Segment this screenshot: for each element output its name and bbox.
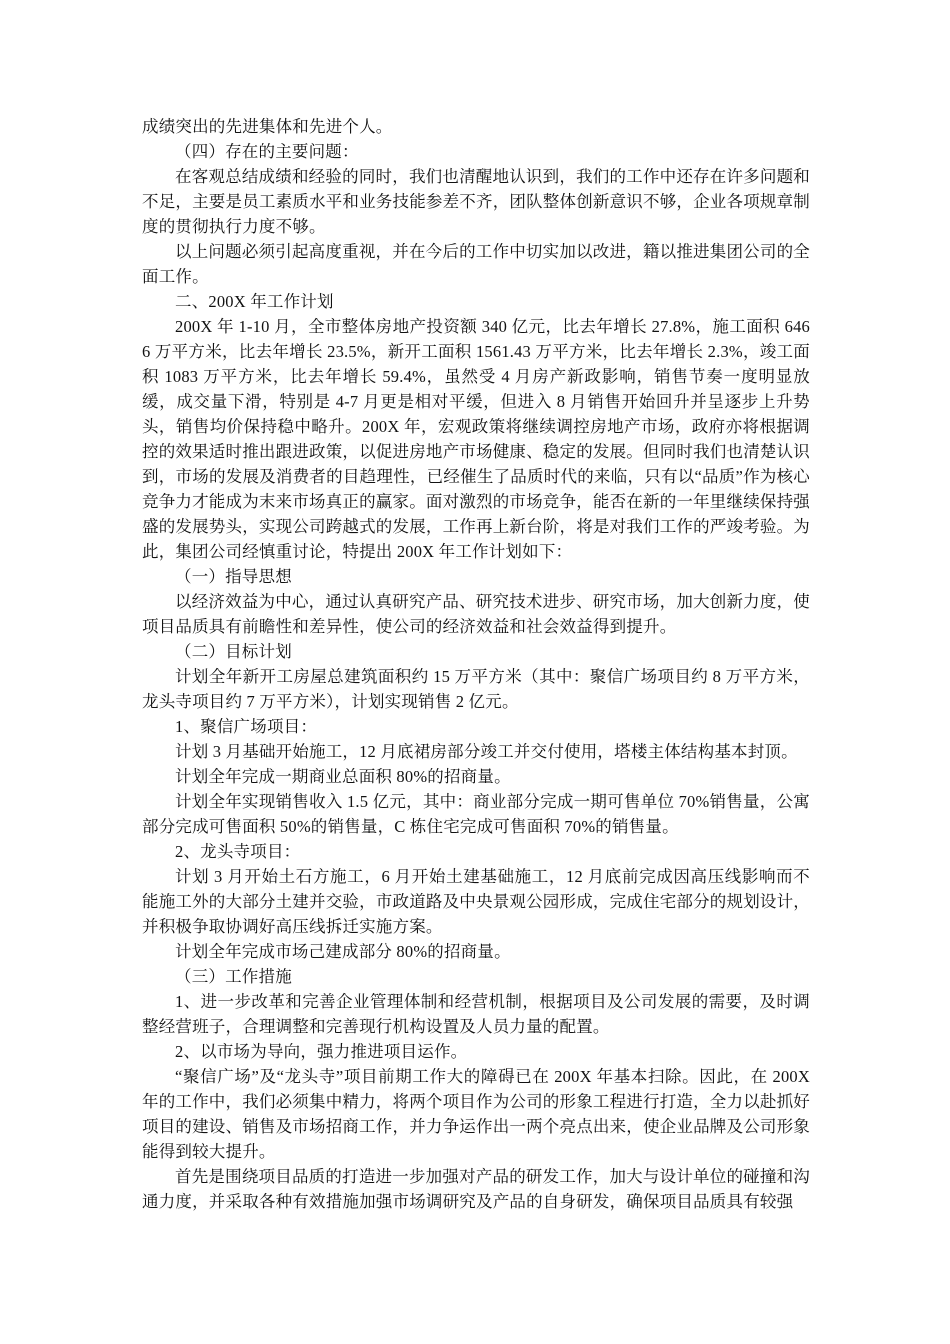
section-heading: 2、龙头寺项目：	[175, 842, 301, 861]
section-heading: 二、200X 年工作计划	[175, 292, 334, 311]
section-heading: （二）目标计划	[175, 642, 292, 661]
paragraph: 200X 年 1-10 月，全市整体房地产投资额 340 亿元，比去年增长 27.8%，施工面积 6466 万平方米，比去年增长 23.5%，新开工面积 1561.43 万平方米，比去年增长 2.3%，竣工面积 1083 万平方米，比去年增长 59.4%，虽然受 4 月房产新政影响，销售节奏一度明显放缓，成交量下滑，特别是 4-7 月更是相对平缓，但进入 8 月销售开始回升并呈逐步上升势头，销售均价保持稳中略升。200X 年，宏观政策将继续调控房地产市场，政府亦将根据调控的效果适时推出跟进政策，以促进房地产市场健康、稳定的发展。但同时我们也清楚认识到，市场的发展及消费者的目趋理性，已经催生了品质时代的来临，只有以“品质”作为核心竞争力才能成为末来市场真正的赢家。面对激烈的市场竞争，能否在新的一年里继续保持强盛的发展势头，实现公司跨越式的发展，工作再上新台阶，将是对我们工作的严竣考验。为此，集团公司经慎重讨论，特提出 200X 年工作计划如下：	[142, 317, 810, 561]
paragraph: 1、进一步改革和完善企业管理体制和经营机制，根据项目及公司发展的需要，及时调整经营班子，合理调整和完善现行机构设置及人员力量的配置。	[142, 992, 810, 1036]
paragraph: 计划 3 月开始土石方施工，6 月开始土建基础施工，12 月底前完成因高压线影响而不能施工外的大部分土建并交验，市政道路及中央景观公园形成，完成住宅部分的规划设计，并积极争取协调好高压线拆迁实施方案。	[142, 867, 810, 936]
paragraph: “聚信广场”及“龙头寺”项目前期工作大的障碍已在 200X 年基本扫除。因此，在 200X 年的工作中，我们必须集中精力，将两个项目作为公司的形象工程进行打造，全力以赴抓好项目的建设、销售及市场招商工作，并力争运作出一两个亮点出来，使企业品牌及公司形象能得到较大提升。	[142, 1067, 810, 1161]
paragraph: 计划全年实现销售收入 1.5 亿元，其中：商业部分完成一期可售单位 70%销售量，公寓部分完成可售面积 50%的销售量，C 栋住宅完成可售面积 70%的销售量。	[142, 792, 810, 836]
paragraph: 以上问题必须引起高度重视，并在今后的工作中切实加以改进，籍以推进集团公司的全面工作。	[142, 242, 810, 286]
section-heading: （四）存在的主要问题：	[175, 142, 359, 161]
document-body	[142, 114, 810, 1214]
section-heading: （一）指导思想	[175, 567, 292, 586]
section-heading: 1、聚信广场项目：	[175, 717, 318, 736]
paragraph: 在客观总结成绩和经验的同时，我们也清醒地认识到，我们的工作中还存在许多问题和不足，主要是员工素质水平和业务技能参差不齐，团队整体创新意识不够，企业各项规章制度的贯彻执行力度不够。	[142, 167, 810, 236]
paragraph: 2、以市场为导向，强力推进项目运作。	[175, 1042, 468, 1061]
paragraph: 成绩突出的先进集体和先进个人。	[142, 117, 393, 136]
paragraph: 计划 3 月基础开始施工，12 月底裙房部分竣工并交付使用，塔楼主体结构基本封顶。	[175, 742, 798, 761]
paragraph: 计划全年新开工房屋总建筑面积约 15 万平方米（其中：聚信广场项目约 8 万平方米，龙头寺项目约 7 万平方米），计划实现销售 2 亿元。	[142, 667, 810, 711]
section-heading: （三）工作措施	[175, 967, 292, 986]
paragraph: 以经济效益为中心，通过认真研究产品、研究技术进步、研究市场，加大创新力度，使项目品质具有前瞻性和差异性，使公司的经济效益和社会效益得到提升。	[142, 592, 810, 636]
paragraph: 计划全年完成一期商业总面积 80%的招商量。	[175, 767, 511, 786]
paragraph: 首先是围绕项目品质的打造进一步加强对产品的研发工作，加大与设计单位的碰撞和沟通力度，并采取各种有效措施加强市场调研究及产品的自身研发，确保项目品质具有较强	[142, 1167, 810, 1211]
paragraph: 计划全年完成市场己建成部分 80%的招商量。	[175, 942, 511, 961]
